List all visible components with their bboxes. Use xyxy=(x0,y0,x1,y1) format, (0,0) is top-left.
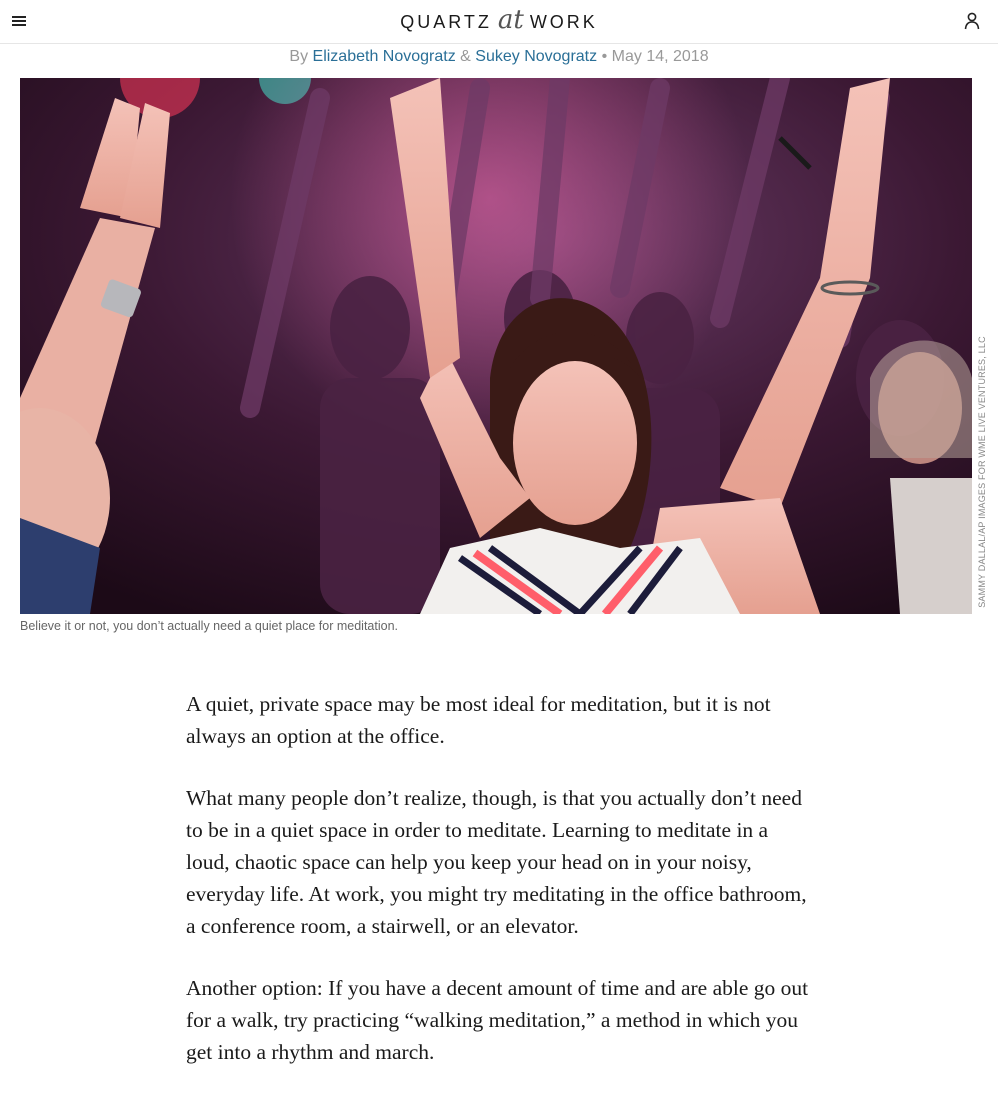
article-paragraph: A quiet, private space may be most ideal for meditation, but it is not always an option at the office. xyxy=(186,692,771,748)
author-link-sukey[interactable]: Sukey Novogratz xyxy=(475,48,598,65)
article-byline xyxy=(0,48,998,66)
article-paragraph: What many people don’t realize, though, is that you actually don’t need to be in a quiet space in order to meditate. Learning to meditate in a loud, chaotic space can help you keep your head on in your noisy, everyday life. At work, you might try meditating in the office bathroom, a conference room, a stairwell, or an elevator. xyxy=(186,786,807,938)
person-icon[interactable] xyxy=(964,12,980,30)
photo-credit xyxy=(974,330,990,614)
byline-prefix: By xyxy=(289,48,309,65)
hero-photo xyxy=(20,78,972,614)
publish-date: May 14, 2018 xyxy=(611,48,709,65)
article-body xyxy=(186,688,812,1096)
author-separator: & xyxy=(460,48,471,65)
author-link-elizabeth[interactable]: Elizabeth Novogratz xyxy=(312,48,456,65)
article-paragraph: Another option: If you have a decent amount of time and are able go out for a walk, try practicing “walking meditation,” a method in which you get into a rhythm and march. xyxy=(186,976,809,1064)
photo-caption: Believe it or not, you don’t actually need a quiet place for meditation. xyxy=(20,619,399,633)
byline-bullet: • xyxy=(601,48,608,65)
logo-quartz: QUARTZ xyxy=(400,12,492,32)
logo-work: WORK xyxy=(529,12,598,32)
logo-at: at xyxy=(497,5,524,35)
hero-photo-illustration xyxy=(20,78,972,614)
top-navigation-bar xyxy=(0,0,998,44)
photo-credit-text: SAMMY DALLAL/AP IMAGES FOR WME LIVE VENTURES, LLC xyxy=(977,336,987,608)
site-logo[interactable] xyxy=(0,6,998,38)
